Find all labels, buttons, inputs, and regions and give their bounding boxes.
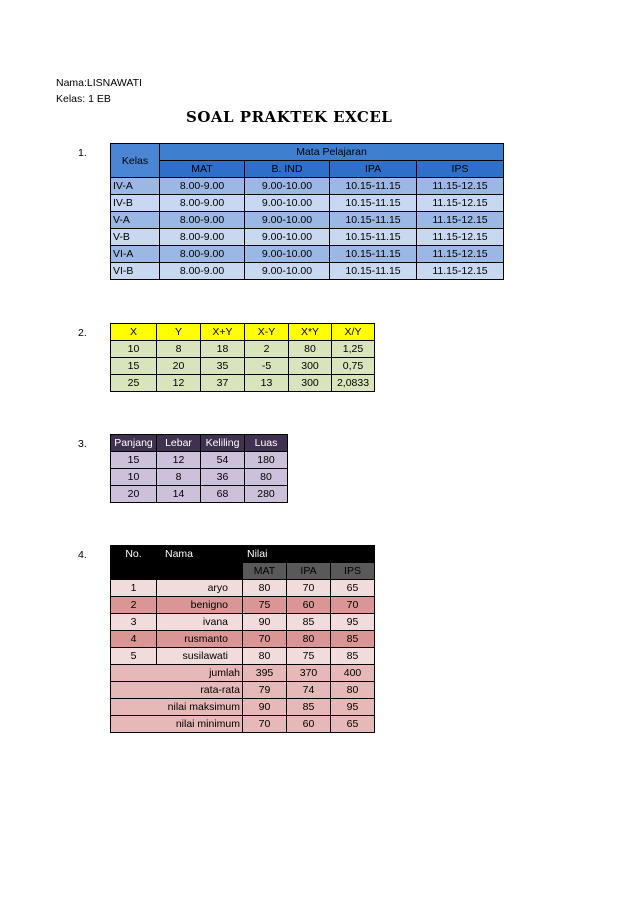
grades-table [110,545,375,733]
column-header: Lebar [157,435,201,452]
cell: 0,75 [332,358,375,375]
cell: 70 [331,597,375,614]
cell: 11.15-12.15 [417,263,504,280]
column-header: Y [157,324,201,341]
column-header: Panjang [111,435,157,452]
subject-header: MAT [243,563,287,580]
cell: 8 [157,469,201,486]
table-row [111,358,375,375]
table-row [111,375,375,392]
subject-header: IPS [417,161,504,178]
table-row [111,178,504,195]
cell: 10.15-11.15 [330,246,417,263]
cell: 85 [331,631,375,648]
cell: 15 [111,452,157,469]
cell: IV-B [111,195,160,212]
cell: 10.15-11.15 [330,178,417,195]
cell: 395 [243,665,287,682]
cell: 8.00-9.00 [160,229,245,246]
table-row [111,580,375,597]
cell: 80 [289,341,332,358]
cell: 90 [243,614,287,631]
subject-header: IPS [331,563,375,580]
subject-header: B. IND [245,161,330,178]
cell: 8.00-9.00 [160,263,245,280]
cell: 18 [201,341,245,358]
cell: 5 [111,648,157,665]
cell: 80 [331,682,375,699]
summary-label: nilai minimum [111,716,243,733]
number-4: 4. [78,549,87,561]
cell: 10 [111,341,157,358]
column-header: Keliling [201,435,245,452]
summary-label: rata-rata [111,682,243,699]
cell: 10 [111,469,157,486]
cell: 8.00-9.00 [160,246,245,263]
cell: susilawati [157,648,243,665]
cell: 15 [111,358,157,375]
summary-row [111,699,375,716]
summary-row [111,716,375,733]
cell: 85 [331,648,375,665]
cell: 400 [331,665,375,682]
cell: 13 [245,375,289,392]
table-row [111,469,288,486]
table-row [111,229,504,246]
table-row [111,648,375,665]
summary-row [111,665,375,682]
cell: 54 [201,452,245,469]
cell: 10.15-11.15 [330,263,417,280]
cell: 14 [157,486,201,503]
cell: 36 [201,469,245,486]
cell: 9.00-10.00 [245,229,330,246]
cell: 8.00-9.00 [160,195,245,212]
cell: VI-B [111,263,160,280]
cell: aryo [157,580,243,597]
cell: 80 [243,580,287,597]
cell: 75 [287,648,331,665]
cell: 11.15-12.15 [417,229,504,246]
cell: 95 [331,699,375,716]
cell: 11.15-12.15 [417,178,504,195]
cell: 20 [157,358,201,375]
cell: 8.00-9.00 [160,178,245,195]
column-header: X+Y [201,324,245,341]
cell: 85 [287,614,331,631]
cell: 70 [243,716,287,733]
subject-header: IPA [330,161,417,178]
cell: 60 [287,597,331,614]
table-row [111,614,375,631]
page-title: SOAL PRAKTEK EXCEL [186,108,393,126]
cell: IV-A [111,178,160,195]
cell: 75 [243,597,287,614]
cell: 80 [287,631,331,648]
cell: V-B [111,229,160,246]
summary-label: jumlah [111,665,243,682]
cell: 4 [111,631,157,648]
nama-label: Nama:LISNAWATI [56,77,142,89]
cell: V-A [111,212,160,229]
cell: 9.00-10.00 [245,263,330,280]
cell: 85 [287,699,331,716]
column-header: X/Y [332,324,375,341]
nilai-header: Nilai [243,546,375,563]
cell: 180 [245,452,288,469]
subject-header: IPA [287,563,331,580]
cell: 70 [287,580,331,597]
table-row [111,452,288,469]
cell: 95 [331,614,375,631]
cell: 11.15-12.15 [417,212,504,229]
cell: 65 [331,580,375,597]
cell: 10.15-11.15 [330,195,417,212]
no-header: No. [111,546,157,580]
cell: 8 [157,341,201,358]
cell: benigno [157,597,243,614]
geometry-table [110,434,288,503]
header-row [111,324,375,341]
cell: 11.15-12.15 [417,195,504,212]
table-row [111,246,504,263]
cell: 9.00-10.00 [245,178,330,195]
cell: 2,0833 [332,375,375,392]
cell: 79 [243,682,287,699]
mata-pelajaran-header: Mata Pelajaran [160,144,504,161]
table-row [111,263,504,280]
cell: 8.00-9.00 [160,212,245,229]
column-header: X-Y [245,324,289,341]
column-header: X [111,324,157,341]
nama-header: Nama [157,546,243,580]
cell: 90 [243,699,287,716]
cell: 2 [245,341,289,358]
schedule-table [110,143,504,280]
cell: 280 [245,486,288,503]
cell: 65 [331,716,375,733]
number-2: 2. [78,327,87,339]
arithmetic-table [110,323,375,392]
table-row [111,486,288,503]
cell: 80 [245,469,288,486]
cell: VI-A [111,246,160,263]
cell: 9.00-10.00 [245,195,330,212]
cell: 25 [111,375,157,392]
cell: 9.00-10.00 [245,246,330,263]
subject-header: MAT [160,161,245,178]
cell: 37 [201,375,245,392]
summary-label: nilai maksimum [111,699,243,716]
table-row [111,195,504,212]
cell: 60 [287,716,331,733]
cell: 370 [287,665,331,682]
cell: 12 [157,452,201,469]
cell: 1,25 [332,341,375,358]
kelas-header: Kelas [111,144,160,178]
cell: 70 [243,631,287,648]
number-3: 3. [78,438,87,450]
cell: 10.15-11.15 [330,229,417,246]
cell: 68 [201,486,245,503]
header-row [111,435,288,452]
cell: ivana [157,614,243,631]
column-header: Luas [245,435,288,452]
table-row [111,597,375,614]
cell: 80 [243,648,287,665]
table-row [111,212,504,229]
column-header: X*Y [289,324,332,341]
summary-row [111,682,375,699]
cell: 2 [111,597,157,614]
cell: 20 [111,486,157,503]
cell: 1 [111,580,157,597]
cell: 11.15-12.15 [417,246,504,263]
cell: rusmanto [157,631,243,648]
cell: 3 [111,614,157,631]
cell: 35 [201,358,245,375]
number-1: 1. [78,147,87,159]
kelas-label: Kelas: 1 EB [56,93,111,105]
cell: 74 [287,682,331,699]
cell: 9.00-10.00 [245,212,330,229]
table-row [111,631,375,648]
table-row [111,341,375,358]
cell: 300 [289,358,332,375]
cell: 300 [289,375,332,392]
cell: 12 [157,375,201,392]
cell: 10.15-11.15 [330,212,417,229]
cell: -5 [245,358,289,375]
